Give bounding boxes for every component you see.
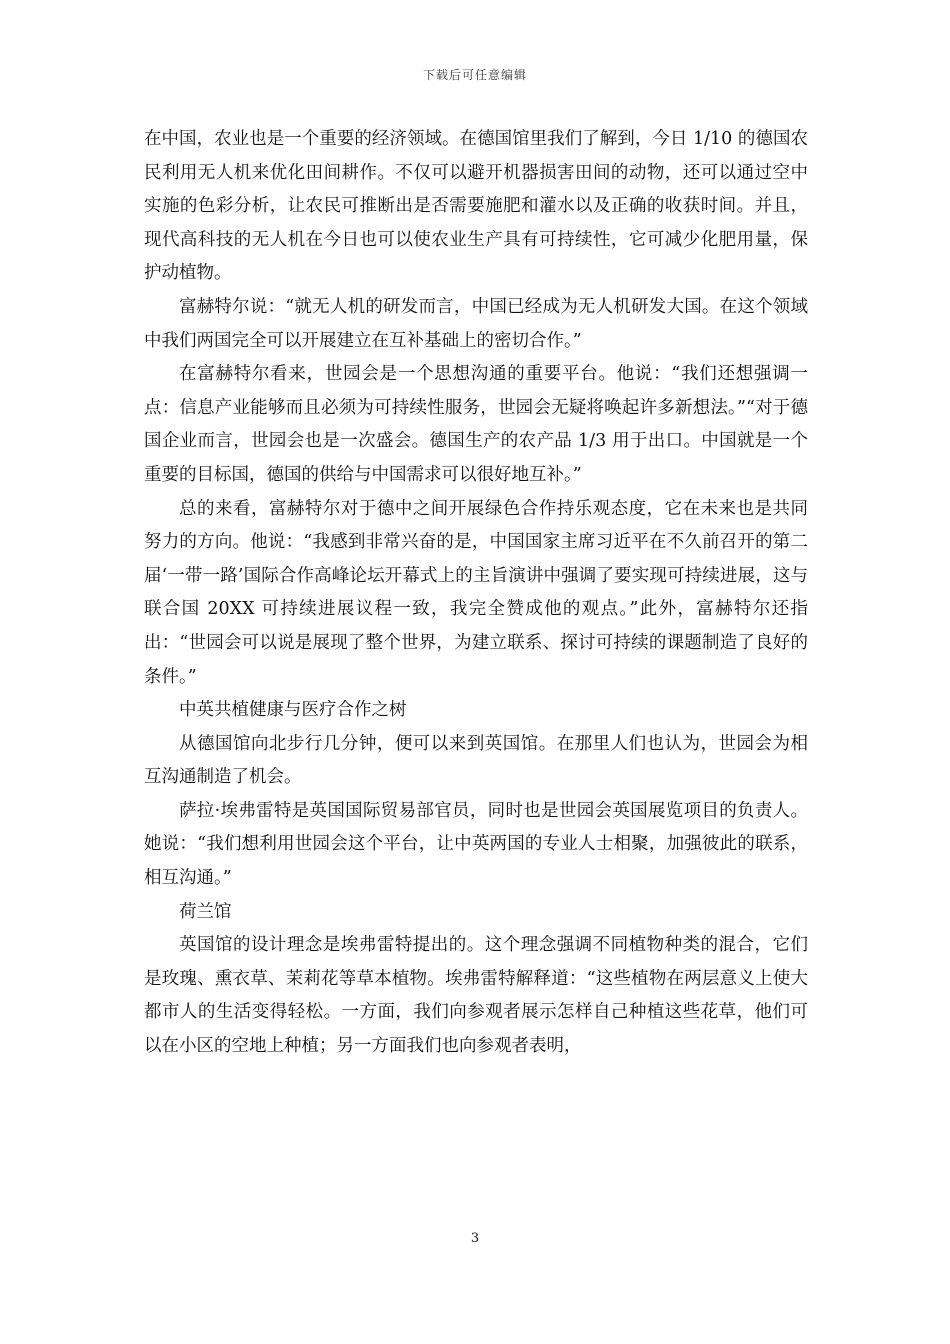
paragraph-expo-platform: 在富赫特尔看来，世园会是一个思想沟通的重要平台。他说：“我们还想强调一点：信息产业能够而且必须为可持续性服务，世园会无疑将唤起许多新想法。”“对于德国企业而言，世园会也是一次盛会。德国生产的农产品 1/3 用于出口。中国就是一个重要的目标国，德国的供给与中国需求可以很好地互补。” xyxy=(144,364,808,485)
paragraph-green-cooperation: 总的来看，富赫特尔对于德中之间开展绿色合作持乐观态度，它在未来也是共同努力的方向。他说：“我感到非常兴奋的是，中国国家主席习近平在不久前召开的第二届‘一带一路’国际合作高峰论坛开幕式上的主旨演讲中强调了要实现可持续进展，这与联合国 20XX 可持续进展议程一致，我完全赞成他的观点。”此外，富赫特尔还指出：“世园会可以说是展现了整个世界，为建立联系、探讨可持续的课题制造了良好的条件。” xyxy=(144,498,808,687)
paragraph-agriculture: 在中国，农业也是一个重要的经济领域。在德国馆里我们了解到，今日 1/10 的德国农民利用无人机来优化田间耕作。不仅可以避开机器损害田间的动物，还可以通过空中实施的色彩分析，让农民可推断出是否需要施肥和灌水以及正确的收获时间。并且，现代高科技的无人机在今日也可以使农业生产具有可持续性，它可减少化肥用量，保护动植物。 xyxy=(144,129,808,284)
section-heading-netherlands: 荷兰馆 xyxy=(179,901,232,922)
page-header: 下载后可任意编辑 xyxy=(422,68,527,82)
page-number: 3 xyxy=(470,1231,480,1246)
document-body xyxy=(144,123,808,1064)
paragraph-design-concept: 英国馆的设计理念是埃弗雷特提出的。这个理念强调不同植物种类的混合，它们是玫瑰、熏衣草、茉莉花等草本植物。埃弗雷特解释道：“这些植物在两层意义上使大都市人的生活变得轻松。一方面，我们向参观者展示怎样自己种植这些花草，他们可以在小区的空地上种植；另一方面我们也向参观者表明， xyxy=(144,935,808,1057)
paragraph-drone-quote: 富赫特尔说：“就无人机的研发而言，中国已经成为无人机研发大国。在这个领域中我们两国完全可以开展建立在互补基础上的密切合作。” xyxy=(144,296,808,351)
paragraph-sarah-everett: 萨拉·埃弗雷特是英国国际贸易部官员，同时也是世园会英国展览项目的负责人。她说：“我们想利用世园会这个平台，让中英两国的专业人士相聚，加强彼此的联系，相互沟通。” xyxy=(144,800,808,889)
section-heading-uk: 中英共植健康与医疗合作之树 xyxy=(179,700,407,721)
paragraph-uk-pavilion: 从德国馆向北步行几分钟，便可以来到英国馆。在那里人们也认为，世园会为相互沟通制造了机会。 xyxy=(144,733,808,788)
